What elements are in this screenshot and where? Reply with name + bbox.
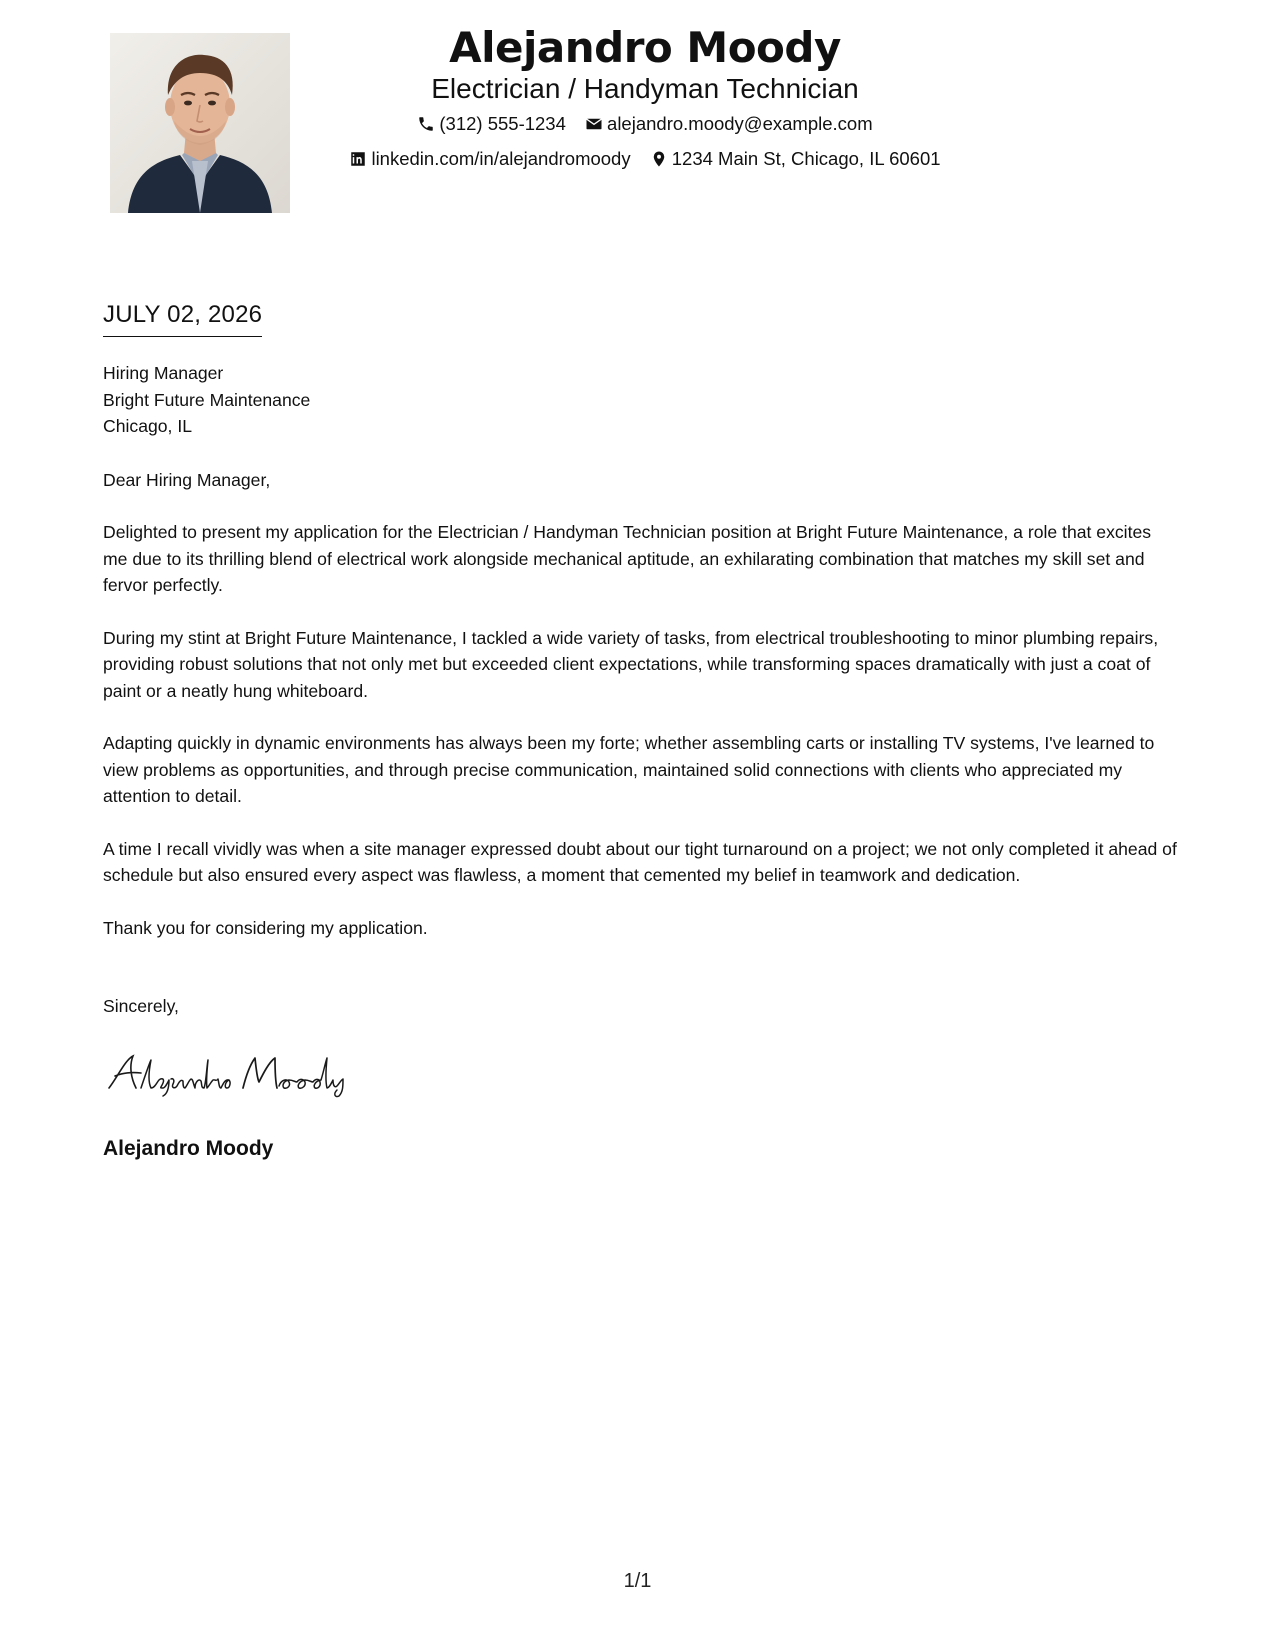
body-paragraph: Delighted to present my application for the Electrician / Handyman Technician position at Bright Future Maintenance, a role that excites me due to its thrilling blend of electrical work alongside mechanical aptitude, an exhilarating combination that matches my skill set and fervor perfectly. xyxy=(103,522,1152,595)
contact-address xyxy=(650,147,941,171)
address-text: 1234 Main St, Chicago, IL 60601 xyxy=(671,148,941,169)
contact-email[interactable] xyxy=(585,112,873,136)
resume-header xyxy=(290,22,1000,174)
phone-text: (312) 555-1234 xyxy=(439,113,566,134)
map-pin-icon xyxy=(650,150,668,168)
body-paragraph: A time I recall vividly was when a site manager expressed doubt about our tight turnaround on a project; we not only completed it ahead of schedule but also ensured every aspect was flawless, a moment that cemented my belief in teamwork and dedication. xyxy=(103,838,1177,885)
job-title: Electrician / Handyman Technician xyxy=(431,73,859,104)
signer-name: Alejandro Moody xyxy=(103,1137,274,1160)
applicant-name: Alejandro Moody xyxy=(449,23,841,72)
salutation: Dear Hiring Manager, xyxy=(103,469,271,490)
body-paragraph: Thank you for considering my application. xyxy=(103,917,428,938)
email-text: alejandro.moody@example.com xyxy=(607,113,873,134)
contact-row-2 xyxy=(290,147,1000,174)
body-paragraph: Adapting quickly in dynamic environments has always been my forte; whether assembling carts or installing TV systems, I've learned to view problems as opportunities, and through precise communication, maintained solid connections with clients who appreciated my attention to detail. xyxy=(103,733,1155,806)
letter-body xyxy=(103,360,1178,1163)
recipient-line: Chicago, IL xyxy=(103,416,192,436)
body-paragraph: During my stint at Bright Future Maintenance, I tackled a wide variety of tasks, from electrical troubleshooting to minor plumbing repairs, providing robust solutions that not only met but exceeded client expectations, while transforming spaces dramatically with just a coat of paint or a neatly hung whiteboard. xyxy=(103,627,1159,701)
phone-icon xyxy=(417,115,435,133)
contact-linkedin[interactable] xyxy=(349,147,630,171)
envelope-icon xyxy=(585,115,603,133)
closing: Sincerely, xyxy=(103,996,179,1016)
profile-photo xyxy=(110,33,290,213)
linkedin-text: linkedin.com/in/alejandromoody xyxy=(371,148,631,169)
recipient-line: Bright Future Maintenance xyxy=(103,389,311,410)
contact-row-1 xyxy=(290,112,1000,139)
page-number: 1/1 xyxy=(623,1570,652,1592)
letter-date: JULY 02, 2026 xyxy=(103,299,262,337)
contact-phone[interactable] xyxy=(417,112,566,136)
handwritten-signature xyxy=(103,1048,373,1098)
recipient-block xyxy=(103,360,1178,440)
recipient-line: Hiring Manager xyxy=(103,363,224,383)
linkedin-icon xyxy=(349,150,367,168)
